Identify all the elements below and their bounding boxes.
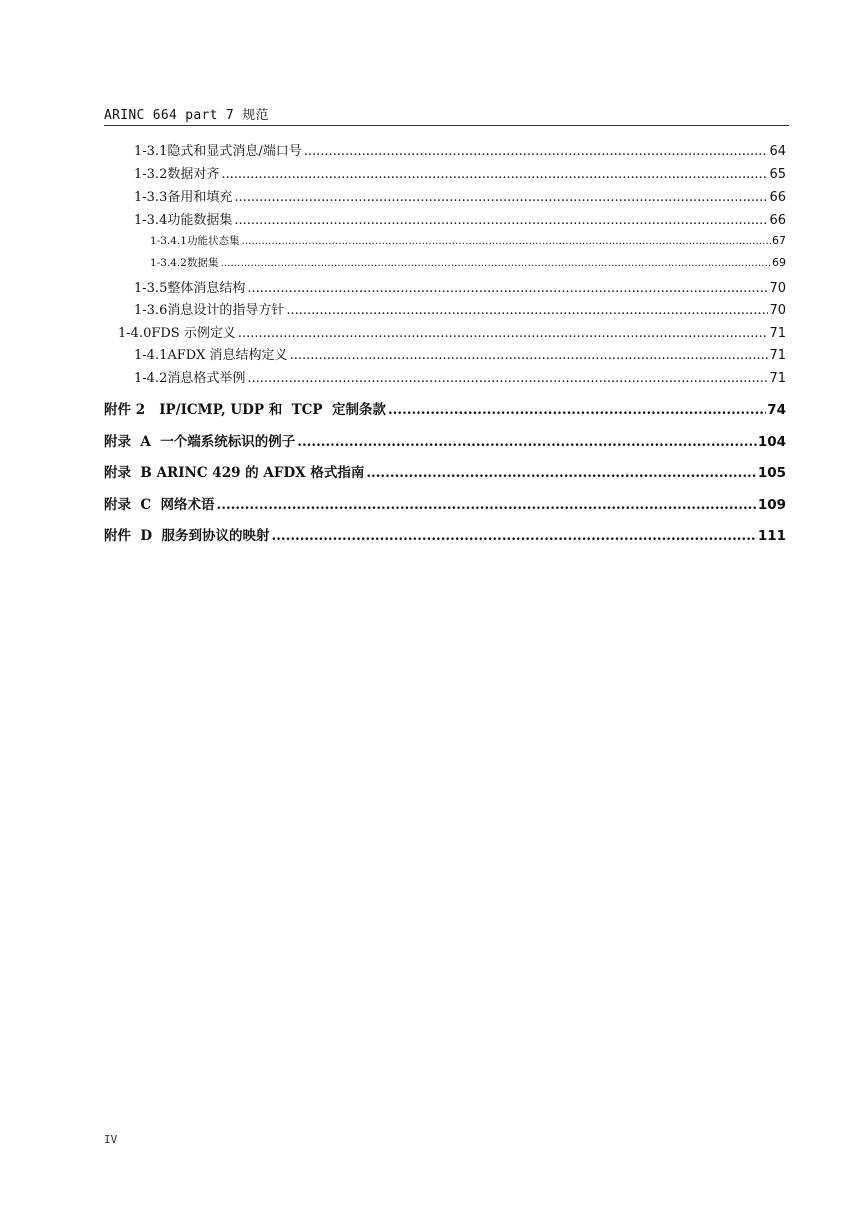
toc-number: 1-3.2	[134, 167, 168, 182]
toc-entry-1-3-6[interactable]	[134, 299, 786, 318]
toc-number: 1-4.2	[134, 371, 168, 386]
toc-entry-1-3-5[interactable]	[134, 277, 786, 296]
toc-entry-1-3-4[interactable]	[134, 209, 786, 228]
toc-title: AFDX 消息结构定义	[167, 348, 288, 363]
toc-entry-appendix-c[interactable]	[104, 493, 786, 513]
page-number-footer: IV	[104, 1133, 118, 1146]
toc-number: 1-3.3	[134, 190, 168, 205]
toc-entry-appendix-a[interactable]	[104, 430, 786, 450]
dot-leader	[297, 434, 757, 450]
toc-page-number: 74	[767, 402, 786, 418]
toc-title: 隐式和显式消息/端口号	[167, 144, 302, 159]
toc-number: 1-3.5	[134, 281, 168, 296]
dot-leader	[241, 235, 771, 247]
toc-number: 1-3.6	[134, 303, 168, 318]
toc-entry-1-3-2[interactable]	[134, 163, 786, 182]
toc-entry-1-3-1[interactable]	[134, 140, 786, 159]
toc-entry-1-3-3[interactable]	[134, 186, 786, 205]
toc-number: 1-4.0	[118, 326, 152, 341]
dot-leader	[247, 371, 768, 386]
toc-entry-1-4-0[interactable]	[118, 322, 786, 341]
toc-entry-1-4-1[interactable]	[134, 344, 786, 363]
toc-page-number: 69	[772, 256, 786, 269]
dot-leader	[388, 402, 766, 418]
toc-page-number: 71	[769, 348, 786, 363]
dot-leader	[290, 348, 769, 363]
toc-title: 附录 B ARINC 429 的 AFDX 格式指南	[104, 465, 365, 481]
toc-title: 整体消息结构	[167, 281, 246, 296]
toc-page-number: 66	[769, 213, 786, 228]
toc-entry-attachment-2[interactable]	[104, 398, 786, 418]
toc-page-number: 104	[757, 434, 786, 450]
toc-page-number: 66	[769, 190, 786, 205]
toc-title: FDS 示例定义	[151, 326, 236, 341]
toc-title: 备用和填充	[167, 190, 233, 205]
dot-leader	[366, 465, 756, 481]
toc-entry-attachment-d[interactable]	[104, 524, 786, 544]
dot-leader	[234, 213, 768, 228]
dot-leader	[220, 257, 771, 269]
toc-page-number: 70	[769, 303, 786, 318]
toc-number: 1-3.4.2	[150, 257, 187, 269]
toc-number: 1-3.4.1	[150, 235, 187, 247]
toc-number: 1-3.4	[134, 213, 168, 228]
toc-title: 数据对齐	[167, 167, 220, 182]
header-rule	[104, 125, 789, 126]
toc-page-number: 105	[757, 465, 786, 481]
toc-page-number: 111	[757, 528, 786, 544]
toc-title: 消息设计的指导方针	[167, 303, 285, 318]
toc-number: 1-4.1	[134, 348, 168, 363]
toc-page-number: 71	[769, 326, 786, 341]
dot-leader	[234, 190, 768, 205]
running-header: ARINC 664 part 7 规范	[104, 108, 269, 123]
toc-entry-1-3-4-2[interactable]	[150, 255, 786, 270]
dot-leader	[286, 303, 768, 318]
toc-page-number: 67	[772, 234, 786, 247]
dot-leader	[247, 281, 768, 296]
toc-title: 附录 A 一个端系统标识的例子	[104, 434, 296, 450]
dot-leader	[221, 167, 768, 182]
toc-title: 功能数据集	[167, 213, 233, 228]
toc-number: 1-3.1	[134, 144, 168, 159]
toc-entry-1-3-4-1[interactable]	[150, 233, 786, 248]
toc-title: 附件 D 服务到协议的映射	[104, 528, 270, 544]
toc-page-number: 65	[769, 167, 786, 182]
dot-leader	[238, 326, 769, 341]
dot-leader	[217, 497, 757, 513]
toc-title: 附录 C 网络术语	[104, 497, 215, 513]
toc-page-number: 109	[757, 497, 786, 513]
dot-leader	[272, 528, 757, 544]
toc-title: 消息格式举例	[167, 371, 246, 386]
toc-title: 功能状态集	[186, 235, 240, 247]
toc-title: 数据集	[186, 257, 219, 269]
toc-page-number: 71	[769, 371, 786, 386]
toc-entry-appendix-b[interactable]	[104, 461, 786, 481]
dot-leader	[304, 144, 769, 159]
toc-entry-1-4-2[interactable]	[134, 367, 786, 386]
toc-page-number: 70	[769, 281, 786, 296]
toc-page-number: 64	[769, 144, 786, 159]
toc-title: 附件 2 IP/ICMP, UDP 和 TCP 定制条款	[104, 402, 386, 418]
